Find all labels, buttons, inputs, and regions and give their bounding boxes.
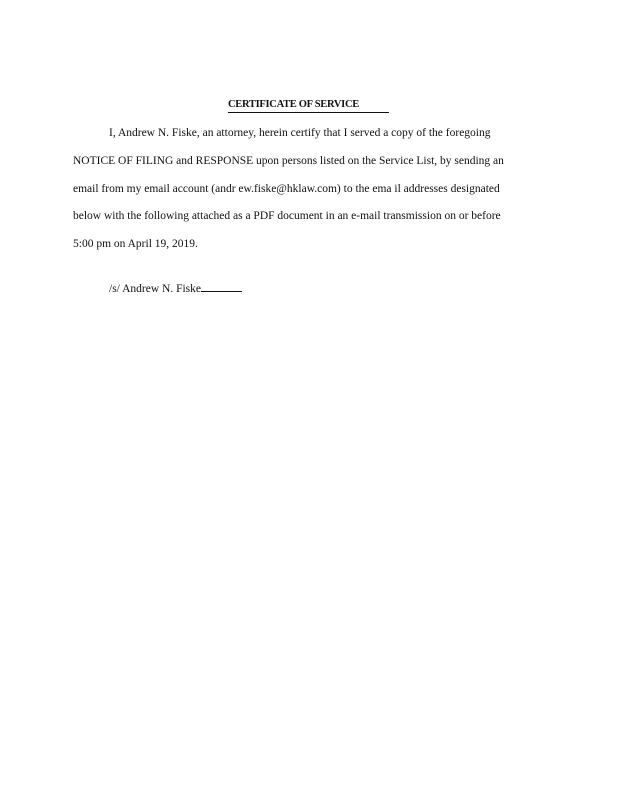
body-line-1: I, Andrew N. Fiske, an attorney, herein certify that I served a copy of the foregoing bbox=[109, 127, 491, 139]
signature-underline bbox=[201, 280, 242, 292]
body-line-3: email from my email account (andr ew.fiske@hklaw.com) to the ema il addresses designated bbox=[73, 183, 500, 195]
signature-text: /s/ Andrew N. Fiske bbox=[109, 283, 201, 295]
signature-block bbox=[109, 280, 242, 296]
certificate-title: CERTIFICATE OF SERVICE bbox=[228, 98, 389, 113]
body-line-2: NOTICE OF FILING and RESPONSE upon persons listed on the Service List, by sending an bbox=[73, 155, 504, 167]
body-line-4: below with the following attached as a PDF document in an e-mail transmission on or before bbox=[73, 210, 501, 222]
body-line-5: 5:00 pm on April 19, 2019. bbox=[73, 238, 198, 250]
